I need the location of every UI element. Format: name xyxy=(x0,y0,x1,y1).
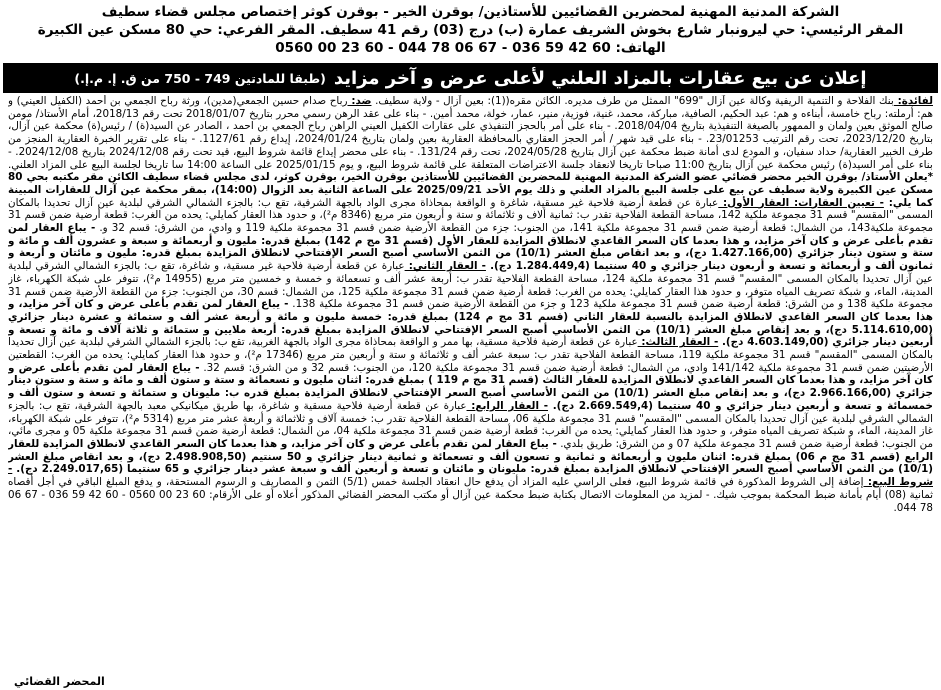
sale-conditions-text: إضافة إلى الشروط المذكورة في قائمة شروط البيع، فعلى الراسي عليه المزاد أن يدفع حال انعقاد الجلسة خمس (5/1) الثمن و المصاريف و الرسوم المستحقة، و يدفع المبلغ الباقي في أجل أقصاه ثمانية (08) أيام بأمانة ضبط المحكمة بموجب شيك. - لمزيد من المعلومات الاتصال بكتابة ضبط محكمة عين آزال أو مكتب المحضر القضائي المذكور أعلاه أو على الأرقام: 60 23 00 0560 - 60 42 59 036 - 67 06 78 044. xyxy=(8,476,933,514)
lot2-description: عبارة عن قطعة أرضية فلاحية غير مسقية، و شاغرة، تقع ب: بالجزء الشمالي الشرقي لبلدية عين آزال تحديدا بالمكان المسمى "المقسم" قسم 31 مجموعة ملكية 124، مساحة القطعة الفلاحية تقدر ب: أربعة عشر ألف و تسعمائة و خمسة و خمسين متر مربع (14955 م²)، تتوفر على شبكة الكهرباء، غاز المدينة، الماء، و شبكة تصريف المياه متوفر، و حدود هذا العقار كمايلي: يحده من الغرب: قطعة أرضية ضمن قسم 31 مجموعة ملكية 125، من الشمال: قسم 30، من الجنوب: جزء من القطعة الأرضية ضمن قسم 31 مجموعة ملكية 138 و من الشرق: قطعة أرضية ضمن قسم 31 مجموعة ملكية 123 و جزء من القطعة الأرضية ضمن قسم 31 مجموعة ملكية 138. xyxy=(8,260,933,311)
lot1-label: العقار الأول: xyxy=(718,196,790,209)
lot4-sale-terms: - يباع العقار لمن تقدم بأعلى عرض و كان آخر مزايد، و هذا بعدما كان السعر القاعدي لانطلاق المزايدة للعقار الرابع (قسم 31 مج م 06) بمبلغ قدره: اثنان مليون و أربعمائة و ثمانية و تسعون ألف و تسعمائة و ثمانية دينار جزائري و 50 سنتيم (2.498.908,50 دج)، و بعد انقاص مبلغ العشر (10/1) من الثمن الأساسي أصبح السعر الإفتتاحي لانطلاق المزايدة بمبلغ قدره: مليونان و مائتان و تسعة و أربعين ألف و سبعة عشر دينار جزائري و 65 سنتيما (2.249.017,65 دج). xyxy=(8,437,933,476)
bailiff-signature: المحضر القضائي xyxy=(14,675,105,688)
notice-title-banner xyxy=(3,63,938,93)
debtors-label: ضد: xyxy=(347,95,372,107)
lot1-sale-terms: - يباع العقار لمن تقدم بأعلى عرض و كان آخر مزايد، و هذا بعدما كان السعر القاعدي لانطلاق المزايدة للعقار الأول (قسم 31 مج م 142) بمبلغ قدره: مليون و أربعمائة و سبعة و عشرون ألف و مائة و ستة و ستون دينار جزائري (1.427.166,00 دج)، و بعد انقاص مبلغ العشر (10/1) من الثمن الأساسي أصبح السعر الإفتتاحي لانطلاق المزايدة بمبلغ قدره: مليون و مائتان و أربعة و ثمانون ألف و أربعمائة و تسعة و أربعون دينار جزائري و 40 سنتيما (1.284.449,4 دج). xyxy=(8,222,933,273)
notice-body xyxy=(8,95,933,655)
parties-paragraph xyxy=(8,95,933,514)
notice-title: إعلان عن بيع عقارات بالمزاد العلني لأعلى عرض و آخر مزايد xyxy=(333,67,867,89)
lot3-description: عبارة عن قطعة أرضية فلاحية مسقية، بها ممر و الواقعة بمحاذاة مجرى الواد بالجهة الغربية، تقع ب: بالجزء الشمالي الشرقي لبلدية عين آزال تحديدا بالمكان المسمى "المقسم" قسم 31 مجموعة ملكية 119، مساحة القطعة الفلاحية تقدر ب: سبعة عشر ألف و ثلاثمائة و ستة و أربعين متر مربع (17346 م²)، و حدود هذا العقار كمايلي: يحده من الغرب: القطعتين الأرضيتين ضمن قسم 31 مجموعة ملكية 141/142 وادي، من الشمال: قطعة أرضية ضمن قسم 31 مجموعة ملكية 120، من الجنوب: قسم 32 و من الشرق: قسم 32. xyxy=(8,336,933,374)
lot3-label: - العقار الثالث: xyxy=(637,336,719,349)
notice-header xyxy=(0,0,941,57)
lot4-label: - العقار الرابع: xyxy=(466,399,548,412)
lot2-sale-terms: - يباع العقار لمن تقدم بأعلى عرض و كان آخر مزايد، و هذا بعدما كان السعر القاعدي لانطلاق المزايدة بالنسبة للعقار الثاني (قسم 31 مج م 124) بمبلغ قدره: خمسة مليون و مائة و أربعة عشر ألف و ستمائة و عشرة دينار جزائري (5.114.610,00 دج)، و بعد إنقاص مبلغ العشر (10/1) من الثمن الأساسي أصبح السعر الإفتتاحي لانطلاق المزايدة بمبلغ قدره: أربعة ملايين و ستمائة و ثلاثة آلاف و مائة و تسعة و أربعين دينار جزائري (4.603.149,00 دج). xyxy=(8,298,933,349)
lot2-label: - العقار الثاني: xyxy=(404,260,486,273)
lot3-sale-terms: - يباع العقار لمن تقدم بأعلى عرض و كان آخر مزايد، و هذا بعدما كان السعر القاعدي لانطلاق المزايدة للعقار الثالث (قسم 31 مج م 119 ) بمبلغ قدره: اثنان مليون و تسعمائة و ستة و ستون ألف و مائة و ستة و ستون دينار جزائري (2.966.166,00 دج)، و بعد إنقاص مبلغ العشر (10/1) من الثمن الأساسي أصبح السعر الإفتتاحي لانطلاق المزايدة بمبلغ قدره ب: مليونان و ستمائة و تسعة و ستون ألف و خمسمائة و تسعة و أربعين دينار جزائري و 40 سنتيما (2.669.549,4 دج). xyxy=(8,361,933,412)
sale-conditions-label: - شروط البيع: xyxy=(8,463,933,489)
office-phone: الهاتف: 60 42 59 036 - 67 06 78 044 - 60 23 00 0560 xyxy=(275,40,666,56)
notice-legal-reference: (طبقا للمادتين 749 - 750 من ق. إ. م.إ.) xyxy=(74,70,326,86)
beneficiary-label: لفائدة: xyxy=(893,95,933,107)
lot4-description: عبارة عن قطعة أرضية فلاحية مسقية و شاغرة، بها طريق ميكانيكي معبد بالجهة الشرقية، تقع ب: بالجزء الشمالي الشرقي لبلدية عين آزال تحديدا بالمكان المسمى "المقسم" قسم 31 مجموعة ملكية 06، مساحة القطعة الفلاحية تقدر ب: خمسة آلاف و ثلاثمائة و أربعة عشر متر مربع (5314 م²)، تتوفر على شبكة الكهرباء، غاز المدينة، الماء، و شبكة تصريف المياه متوفر، و حدود هذا العقار كمايلي: يحده من الغرب: قطعة أرضية ضمن قسم 31 مجموعة ملكية 04، من الشمال: قطعة أرضية ضمن قسم 31 مجموعة ملكية 05 و مجرى مائي، من الجنوب: قطعة أرضية ضمن قسم 31 مجموعة ملكية 07 و من الشرق: طريق بلدي. xyxy=(8,399,933,450)
office-name: الشركة المدنية المهنية لمحضرين القضائيين للأستاذين/ بوقرن الخير - بوقرن كوثر إختصاص مجلس قضاء سطيف xyxy=(101,4,840,20)
properties-label: - تعيين العقارات: xyxy=(789,196,884,209)
lot1-description: عبارة عن قطعة أرضية فلاحية غير مسقية، شاغرة و الواقعة بمحاذاة مجرى الواد بالجهة الشرقية، تقع ب: بالجزء الشمالي الشرقي لبلدية عين آزال تحديدا بالمكان المسمى "المقسم" قسم 31 مجموعة ملكية 142، مساحة القطعة الفلاحية تقدر ب: ثمانية ألاف و ثلاثمائة و ستة و أربعون متر مربع (8346 م²)، و حدود هذا العقار كمايلي: يحده من الغرب: قطعة أرضية ضمن قسم 31 مجموعة ملكية143، من الشمال: قطعة أرضية ضمن قسم 31 مجموعة ملكية 141، من الجنوب: جزء من القطعة الأرضية ضمن قسم 31 مجموعة ملكية 119 و وادي، من الشرق: قسم 32 و. xyxy=(8,196,933,235)
office-address: المقر الرئيسي: حي ليرونبار شارع بخوش الشريف عمارة (ب) درج (03) رقم 41 سطيف. المقر الفرعي: حي 80 مسكن عين الكبيرة xyxy=(37,22,904,38)
debtors-text: رباح صدام حسين الجمعي(مدين)، ورثة رباح الجمعي بن أحمد (الكفيل العيني) و هم: أرملته: رباح خامسة، أبناءه و هم: عبد الحكيم، الصافية، مباركة، محمد، غنية، فوزية، منير، عمار، خولة، محمد أمين. - بناء على عقد الرهن رسمي محرر بتاريخ 2018/01/07 تحت رقم 2018/13، أمام الأستاذ/ مومن صالح الموثق بعين ولمان و الممهور بالصيغة التنفيذية بتاريخ 2018/04/04. - بناء على أمر بالحجز التنفيذي على عقارات الكفيل العيني الراهن رباح الجمعي بن احمد ، الصادر عن السيد(ة) / رئيس(ة) محكمة عين آزال، بتاريخ 2023/12/20، تحت رقم الترتيب 23/01253. - بناء على قيد شهر / أمر الحجز العقاري بالمحافظة العقارية بعين ولمان بتاريخ 2024/01/24، إيداع رقم 1127/61. - بناء على تقرير الخبرة العقارية المنجز من طرف الخبير العقارية/ حداد سفيان، و المودع لدى أمانة ضبط محكمة عين آزال بتاريخ 2024/05/28، تحت رقم 131/24. - بناء على محضر إيداع قائمة شروط البيع، قيد تحت رقم 2024/12/08 بتاريخ 2024/12/08. - بناء على أمر السيد(ة) رئيس محكمة عين آزال بتاريخ 11:00 صباحا تاريخا لانعقاد جلسة الاعتراضات المتعلقة على قائمة شروط البيع، و يوم 2025/01/15 على الساعة 14:00 سا تاريخا لجلسة البيع على المزاد العلني. xyxy=(8,95,933,171)
beneficiary-text: بنك الفلاحة و التنمية الريفية وكالة عين آزال "699" الممثل من طرف مديره. الكائن مقره((1): بعين آزال - ولاية سطيف. xyxy=(371,95,894,107)
sale-announcement: *يعلن الأستاذ/ بوقرن الخير محضر قضائي عضو الشركة المدنية المهنية للمحضرين القضائيين للأستاذين بوقرن الخير، بوقرن كوثر، لدى مجلس قضاء سطيف الكائن مقر مكتبه بحي 80 مسكن عين الكبيرة ولاية سطيف عن بيع على جلسة البيع بالمزاد العلني و ذلك يوم الأحد 2025/09/21 على الساعة الثانية بعد الزوال (14:00)، بمقر محكمة عين آزال للعقارات المبينة كما يلي: xyxy=(8,171,933,209)
